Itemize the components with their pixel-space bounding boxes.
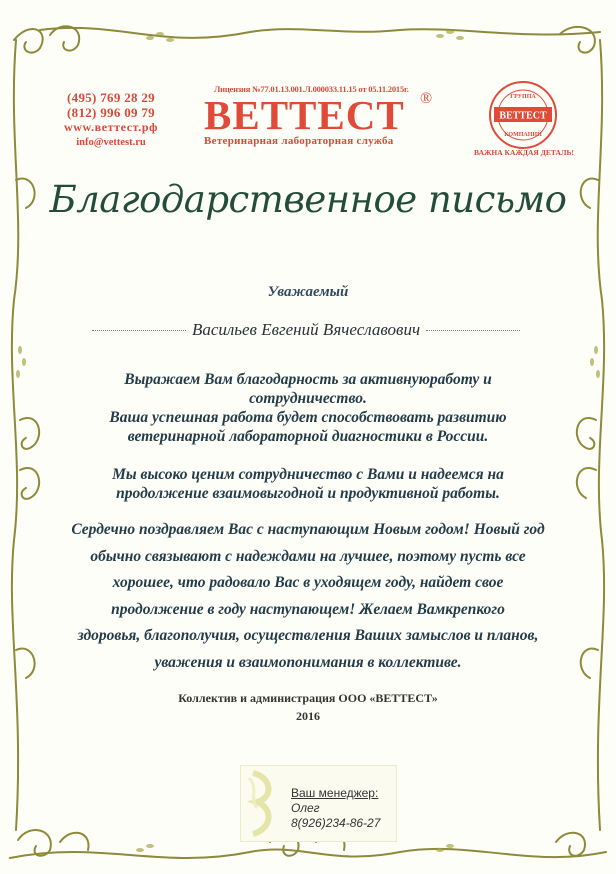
- text-line: продолжение взаимовыгодной и продуктивной работы.: [116, 485, 500, 502]
- card-ornament-icon: [243, 768, 287, 838]
- text-line: обычно связывают с надеждами на лучшее, поэтому пусть все: [90, 547, 526, 565]
- svg-text:ВЕТТЕСТ: ВЕТТЕСТ: [499, 110, 547, 122]
- company-logo: ВЕТТЕСТ: [204, 92, 405, 138]
- website-link[interactable]: www.веттест.рф: [63, 120, 159, 134]
- dotted-line-right: [426, 329, 520, 331]
- text-line: хорошее, что радовало Вас в уходящем году, найдет свое: [112, 574, 504, 591]
- text-line: здоровья, благополучия, осуществления Ваших замыслов и планов,: [77, 627, 539, 644]
- text-line: уважения и взаимопонимания в коллективе.: [154, 653, 462, 671]
- signature-year: 2016: [296, 709, 320, 723]
- license-text: Лицензия №77.01.13.001.Л.000033.11.15 от 05.11.2015г.: [214, 84, 409, 94]
- brand-logo-block: [204, 84, 454, 147]
- paragraph-gratitude: [60, 370, 556, 446]
- text-line: сотрудничество.: [249, 390, 367, 407]
- contact-block: [56, 90, 166, 150]
- manager-card: [240, 765, 397, 842]
- paragraph-cooperation: [60, 465, 556, 503]
- signature-block: [0, 689, 616, 725]
- text-line: продолжение в году наступающем! Желаем Вамкрепкого: [111, 600, 505, 618]
- manager-label: Ваш менеджер:: [291, 786, 379, 800]
- text-line: Сердечно поздравляем Вас с наступающим Новым годом! Новый год: [71, 521, 545, 538]
- signature-text: Коллектив и администрация ООО «ВЕТТЕСТ»: [178, 691, 438, 705]
- stamp-caption: ВАЖНА КАЖДАЯ ДЕТАЛЬ!: [474, 148, 574, 157]
- svg-text:ГРУППА: ГРУППА: [510, 94, 536, 100]
- text-line: Мы высоко ценим сотрудничество с Вами и надеемся на: [112, 466, 504, 483]
- manager-name: Олег: [291, 801, 320, 815]
- paragraph-new-year: [60, 517, 556, 676]
- registered-mark-icon: ®: [420, 90, 433, 107]
- manager-phone: 8(926)234-86-27: [291, 816, 381, 830]
- phone-spb: (812) 996 09 79: [67, 105, 155, 120]
- company-subtitle: Ветеринарная лабораторная служба: [204, 135, 394, 147]
- company-stamp-icon: [488, 80, 558, 150]
- letter-title: Благодарственное письмо: [49, 178, 567, 221]
- phone-moscow: (495) 769 28 29: [67, 90, 155, 105]
- svg-text:КОМПАНИЙ: КОМПАНИЙ: [504, 132, 542, 138]
- text-line: Ваша успешная работа будет способствовать развитию: [109, 409, 507, 426]
- dotted-line-left: [92, 329, 186, 331]
- email-link[interactable]: info@vettest.ru: [76, 137, 146, 148]
- text-line: ветеринарной лабораторной диагностики в России.: [127, 428, 489, 445]
- manager-info: [291, 786, 380, 831]
- recipient-name: Васильев Евгений Вячеславович: [191, 320, 421, 339]
- text-line: Выражаем Вам благодарность за активнуюработу и: [124, 371, 492, 388]
- recipient-line: [86, 320, 526, 340]
- greeting: Уважаемый: [267, 284, 349, 300]
